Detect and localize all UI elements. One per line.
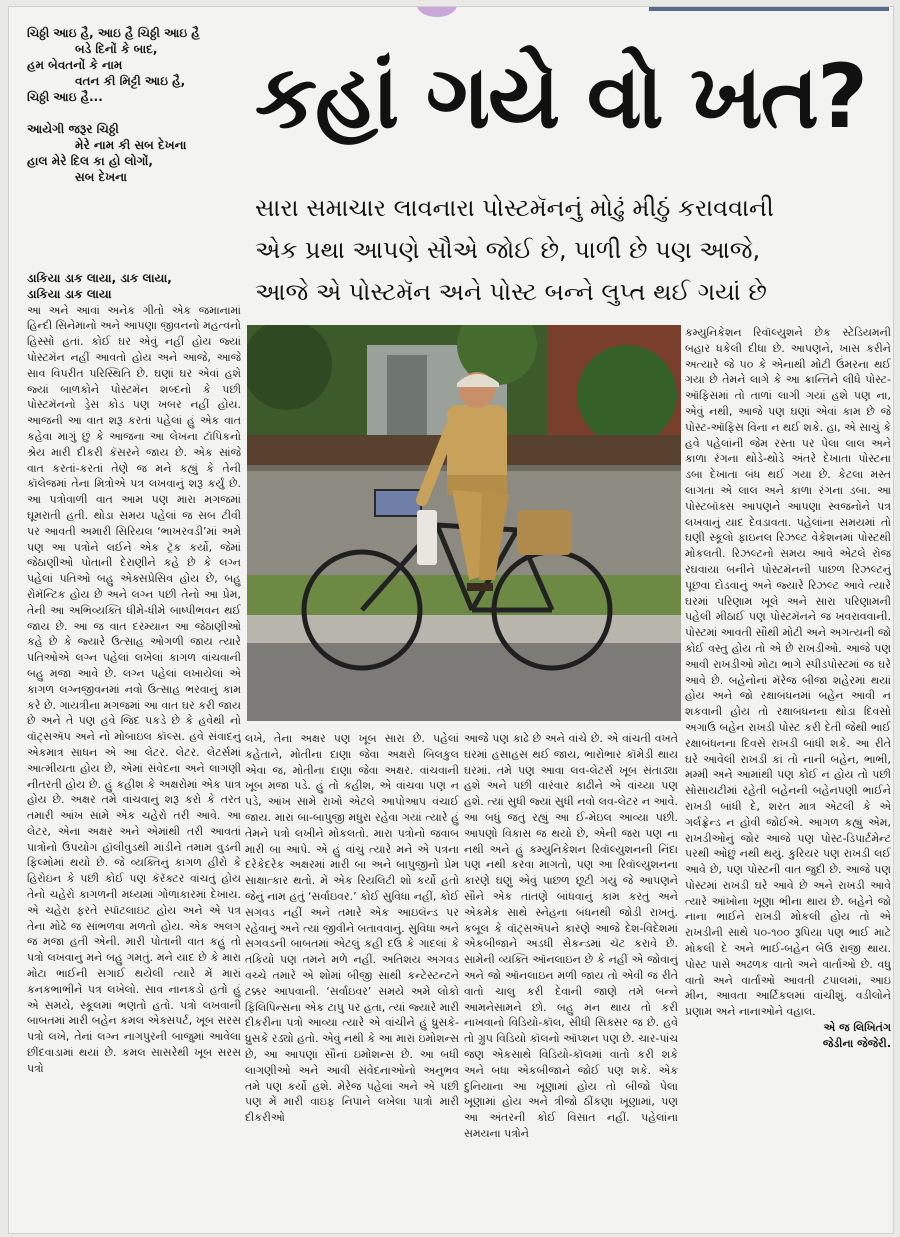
article-paragraph: લખે, તેના અક્ષર પણ ખૂબ સારા છે. પહેલાં કહેતાને, મોતીના દાણા જેવા અક્ષરો બિલકુલ એવા જ, મોતીના દાણા જેવા અક્ષર. વાંચવાની ખૂબ મજા પડે. હું તો કહીશ, એ વાંચવા પણ ન પડે, આંખ સામે રાખો એટલે આપોઆપ વંચાઈ જાય. મારાં બા-બાપુજી મધુરા રહેવા ગયાં ત્યારે હું તેમને પત્રો લખીને મોકલતો. મારા પત્રોનો જવાબ મારી બા આપે. એ હું વાંચું ત્યારે મને એ પત્રના દરેકેદરેક અક્ષરમાં મારી બા અને બાપુજીનો પ્રેમ સાક્ષાત્કાર થતો. મેં એક રિયલિટી શો કર્યો હતો જેનું નામ હતું ‘સર્વાઇવર.’ કોઈ સુવિધા નહીં, કોઈ સગવડ નહીં અને તમારે એક આઇલૅન્ડ પર રહેવાનું અને ત્યાં જીવીને બતાવવાનું. સુવિધા અને સગવડની બાબતમાં એટલું કહી દઉં કે ગાદલાં કે તકિયો પણ તમને મળે નહીં. અતિશય અગવડ વચ્ચે તમારે એ શોમાં બીજી સાથી કન્ટેસ્ટન્ટને ટક્કર આપવાની. ‘સર્વાઇવર’ સમયે અમે લોકો ફિલિપિન્સના એક ટાપુ પર હતા, ત્યાં જ્યારે મારી દીકરીના પત્રો આવ્યા ત્યારે એ વાંચીને હું ધ્રુસકે-ધ્રુસકે રડ્યો હતો. એવું નથી કે આ મારાં ઇમોશન્સ છે, આ આપણાં સૌનાં ઇમોશન્સ છે. આ બધી લાગણીઓ અને આવી સંવેદનાઓનો અનુભવ તમે પણ કર્યો હશે. મેરેજ પહેલાં અને એ પછી પણ મેં મારી વાઇફ નિપાને લખેલા પાત્રો મારી દીકરીઓ <box>245 732 459 1125</box>
poem-line: ચિઠ્ઠી આઇ હૈ, આઇ હૈ ચિઠ્ઠી આઇ હૈ <box>27 26 200 40</box>
subhead-line: આજે એ પોસ્ટમૅન અને પોસ્ટ બન્ને લુપ્ત થઈ ગયાં છે <box>255 278 767 306</box>
article-subheadline <box>255 187 894 313</box>
decorative-bar <box>649 7 889 11</box>
article-paragraph: આજે પણ કાઢે છે અને વાંચે છે. એ વાંચતી વખતે ઘરમાં હસાહસ થઈ જાય, ભારોભાર કૉમેડી થાય ઘરમાં. તમે પણ આવા લવ-લેટર્સ ખૂબ સંતાડ્યા હશે અને પછી વારંવાર કાઢીને એ વાંચ્યા પણ હશે. ત્યાં સુધી જ્યાં સુધી નવો લવ-લેટર ન આવે. આ બધું જતું રહ્યું આ ઈ-મેઇલ આવ્યા પછી. આપણો વિકાસ જ થયો છે, એની જરા પણ ના નથી અને હું કમ્યુનિકેશન રિવૉલ્યુશનની નિંદા પણ નથી કરવા માગતો, પણ આ રિવૉલ્યુશનના કારણે ઘણું એવું પાછળ છૂટી ગયું જે આપણને સૌને એક તાંતણે બાંધવાનું કામ કરતું અને એકમેક સાથે સ્નેહના બંધનથી જોડી રાખતું. કબૂલ કે વૉટ્સઍપને કારણે આજે દેશ-વિદેશમાં એકબીજાને અડધી સેકન્ડમાં ચૅટ કરાવે છે. સામેની વ્યક્તિ ઑનલાઇન છે કે નહીં એ જોવાનું અને જો ઑનલાઇન મળી જાય તો એવી જ રીતે વાતો ચાલુ કરી દેવાની જાણે તમે બન્ને આમનેસામને છો. બહુ મન થાય તો કરી નાખવાનો વિડિયો-કૉલ, સીધી સિક્સર જ છે. હવે તો ગ્રુપ વિડિયો કૉલનો ઑપ્શન પણ છે. ચાર-પાંચ જણ એકસાથે વિડિયો-કૉલમાં વાતો કરી શકે અને બધા એકબીજાને જોઈ પણ શકે. એક દુનિયાના આ ખૂણામાં હોય તો બીજો પેલા ખૂણામાં હોય અને ત્રીજો ઠીંકણા ખૂણામાં, પણ આ અંતરની કોઈ વિસાત નહીં. પહેલાંના સમયના પત્રોને <box>464 732 678 1140</box>
article-paragraph: કમ્યુનિકેશન રિવૉલ્યુશને છેક સ્ટેડિયમની બહાર ધકેલી દીધા છે. આપણને, ખાસ કરીને અત્યારે જે ૫૦ કે એનાથી મોટી ઉંમરના થઈ ગયા છે તેમને લાગે કે આ ક્રાન્તિને લીધે પોસ્ટ-ઑફિસમાં તો તાળાં લાગી ગયાં હશે પણ ના, એવું નથી, આજે પણ ઘણાં એવાં કામ છે જે પોસ્ટ-ઑફિસ વિના ન થઈ શકે. હા, એ સાચું કે હવે પહેલાંની જેમ રસ્તા પર પેલા લાલ અને કાળા રંગના થોડે-થોડે અંતરે દેખાતા પોસ્ટના ડબા દેખાતા બંધ થઈ ગયા છે. કેટલા મસ્ત લાગતા એ લાલ અને કાળા રંગના ડબા. આ પોસ્ટબૉક્સ આપણને આપણા સ્વજનોને પત્ર લખવાનું યાદ દેવડાવતા. પહેલાંના સમયમાં તો ઘણી સ્કૂલો ફાઇનલ રિઝલ્ટ વેકેશનમાં પોસ્ટથી મોકલતી. રિઝલ્ટનો સમય આવે એટલે રોજ રઘવાયા બનીને પોસ્ટમૅનની પાછળ રિઝલ્ટનું પૂછવા દોડવાનું અને જ્યારે રિઝલ્ટ આવે ત્યારે ઘરમાં પરિણામ ખૂલે અને સારા પરિણામની પહેલી મીઠાઈ પણ પોસ્ટમૅનને જ ખવરાવવાની. પોસ્ટમાં આવતી સૌથી મોટી અને અગત્યની જો કોઈ વસ્તુ હોય તો એ છે રાખડીઓ. આજે પણ આવી રાખડીઓ મોટા ભાગે સ્પીડપોસ્ટમાં જ ઘરે આવે છે. બહેનોનાં મૅરેજ બીજા શહેરમાં થયાં હોય અને જો રક્ષાબંધનમાં બહેન આવી ન શકવાની હોય તો રક્ષાબંધનના થોડા દિવસો અગાઉ બહેન રાખડી પોસ્ટ કરી દેતી જેથી ભાઈ રક્ષાબંધનના દિવસે રાખડી બાંધી શકે. આ રીતે ઘરે આવેલી રાખડી કાં તો નાની બહેન, ભાભી, મમ્મી અને આમાંથી પણ કોઈ ન હોય તો પછી સોસાયટીમાં રહેતી બહેનની બહેનપણી ભાઈને રાખડી બાંધી દે, શરત માત્ર એટલી કે એ ગર્લફ્રેન્ડ ન હોવી જોઈએ. આગળ કહ્યું એમ, રાખડીઓનું જોર આજે પણ પોસ્ટ-ડિપાર્ટમેન્ટ પરથી ઓછું નથી થયું. કુરિયર પણ રાખડી લઈ આવે છે, પણ પોસ્ટની વાત જુદી છે. આજે પણ પોસ્ટમાં રાખડી ઘરે આવે છે અને રાખડી આવે ત્યારે આંખોના ખૂણા ભીના થાય છે. બહેને જો નાના ભાઈને રાખડી મોકલી હોય તો એ રાખડીની સાથે ૫૦-૧૦૦ રૂપિયા પણ ભાઈ માટે મોકલી દે અને ભાઈ-બહેન બેઉ રાજી થાય. પોસ્ટ પાસે અઢળક વાતો અને વાર્તાઓ છે. વધુ વાતો અને વાર્તાઓ આવતી ટપાલમાં, આઇ મીન, આવતા આર્ટિકલમાં વાંચીશું. વડીલોને પ્રણામ અને નાનાઓને વહાલ. <box>685 326 891 1019</box>
poem-line: મેરે નામ કી સબ દેખના <box>75 138 187 152</box>
subhead-line: એક પ્રથા આપણે સૌએ જોઈ છે, પાળી છે પણ આજે, <box>255 236 761 264</box>
poem-line: હમ બેવતનોં કે નામ <box>27 58 123 72</box>
article-paragraph: આ અને આવાં અનેક ગીતો એક જમાનામાં હિન્દી સિનેમાનો અને આપણા જીવનનો મહત્વનો હિસ્સો હતાં. કોઈ ઘર એવું નહીં હોય જ્યાં પોસ્ટમૅન નહીં આવતો હોય અને આજે, આજે સાવ વિપરીત પરિસ્થિતિ છે. ઘણાં ઘર એવાં હશે જ્યાં બાળકોને પોસ્ટમૅન શબ્દનો કે પછી પોસ્ટમૅનનો ડ્રેસ કોડ પણ ખબર નહીં હોય. આજની આ વાત શરૂ કરતાં પહેલાં હું એક વાત કહેવા માગું છું કે આજના આ લેખના ટૉપિકનો શ્રેય મારી દીકરી કૅસરને જાય છે. એક સાંજે વાત કરતાં-કરતાં તેણે જ મને કહ્યું કે તેની કૉલેજમાં તેના મિત્રોએ પત્ર લખવાનું શરૂ કર્યું છે. આ પત્રોવાળી વાત આમ પણ મારા મગજમાં ઘૂમરાતી હતી. થોડા સમય પહેલાં જ સબ ટીવી પર આવતી અમારી સિરિયલ ‘ભાખરવડી’માં અમે પણ આ પત્રોને લઈને એક ટ્રૅક કર્યો, જેમાં જેઠાણીઓ પોતાની દેરાણીને કહે છે કે લગ્ન પહેલાં પતિઓ બહુ એક્સપ્રેસિવ હોય છે, બહુ રોમૅન્ટિક હોય છે અને લગ્ન પછી તેનો આ પ્રેમ, તેની આ અભિવ્યક્તિ ધીમે-ધીમે બાષ્પીભવન થઈ જાય છે. આ જ વાત દરમ્યાન આ જેઠાણીઓ કહે છે કે જ્યારે ઉત્સાહ ઓગળી જાય ત્યારે પતિઓએ લગ્ન પહેલાં લખેલાં કાગળ વાંચવાની બહુ મજા આવે છે. લગ્ન પહેલાં લખાયેલાં એ કાગળ લગ્નજીવનમાં નવો ઉત્સાહ ભરવાનું કામ કરે છે. ગાયત્રીના મગજમાં આ વાત ઘર કરી જાય છે અને તે પણ હવે જિદ પકડે છે કે હવેથી નો વૉટ્સઍપ અને નો મોબાઇલ કૉલ્સ. હવે સંવાદનું એકમાત્ર સાધન એ આ લેટર. લેટર. લેટર્સમાં આત્મીયતા હોય છે, એમાં સંવેદના અને લાગણી નીતરતી હોય છે. હું કહીશ કે અક્ષરોમાં એક પાત્ર હોય છે. અક્ષર તમે વાંચવાનું શરૂ કરો કે તરત તમારી આંખ સામે એક ચહેરો તરી આવે. આ લેટર, એના અક્ષર અને એમાંથી તરી આવતાં પાત્રોનો ઉપયોગ હૉલીવુડથી માંડીને તમામ વુડની ફિલ્મોમાં થયો છે. જે વ્યક્તિનું કાગળ હીરો કે હિરોઇન કે પછી કોઈ પણ કૅરૅક્ટર વાંચતું હોય તેનો ચહેરો કાગળની મધ્યમાં ગોળાકારમાં દેખાય. એ ચહેરા ફરતે સ્પૉટલાઇટ હોય અને એ પત્ર તેના મોઢે જ સાંભળવા મળતો હોય. એક અલગ જ મજા હતી એની. મારી પોતાની વાત કહું તો પત્રો લખવાનું મને બહુ ગમતું. મને યાદ છે કે મારા મોટા ભાઈની સગાઈ થયેલી ત્યારે મેં મારાં કનકભાભીને પત્ર લખેલો. સાવ નાનકડો હતો હું એ સમયે, સ્કૂલમાં ભણતો હતો. પત્રો લખવાની બાબતમાં મારી બહેન કમલ એક્સપર્ટ, ખૂબ સરસ પત્રો લખે, તેનાં લગ્ન નાગપુરની બાજુમાં આવેલા છીંદવાડામાં થયાં છે. કમલ સાસરેથી ખૂબ સરસ પત્રો <box>27 303 241 1075</box>
postman-photo <box>247 325 681 721</box>
poem-line: આયેગી જરૂર ચિઠ્ઠી <box>27 122 119 136</box>
newspaper-page <box>8 6 894 1234</box>
signoff-line: એ જ લિખિતંગ <box>823 1021 891 1035</box>
subhead-line: સારા સમાચાર લાવનારા પોસ્ટમૅનનું મોઢું મીઠું કરાવવાની <box>255 194 774 222</box>
poem-excerpt <box>27 25 245 185</box>
article-column-4 <box>685 325 891 1221</box>
article-column-1 <box>27 271 241 1221</box>
poem-line: બડે દિનોં કે બાદ, <box>75 42 158 56</box>
poem-line: વતન કી મિટ્ટી આઇ હૈ, <box>75 74 186 88</box>
article-column-2 <box>245 731 459 1221</box>
poem-line: હાલ મેરે દિલ કા હો લોગોં, <box>27 154 153 168</box>
section-heading: ડાકિયા ડાક લાયા, ડાક લાયા, <box>27 271 172 285</box>
poem-line: સબ દેખના <box>75 170 127 184</box>
article-headline: કહાં ગયે વો ખત? <box>255 45 867 148</box>
article-column-3 <box>464 731 678 1221</box>
poem-line: ચિઠ્ઠી આઇ હૈ... <box>27 90 103 104</box>
decorative-blob <box>417 6 457 17</box>
section-heading: ડાકિયા ડાક લાયા <box>27 286 112 301</box>
author-name: જેડીના જેજેરી. <box>822 1036 891 1050</box>
